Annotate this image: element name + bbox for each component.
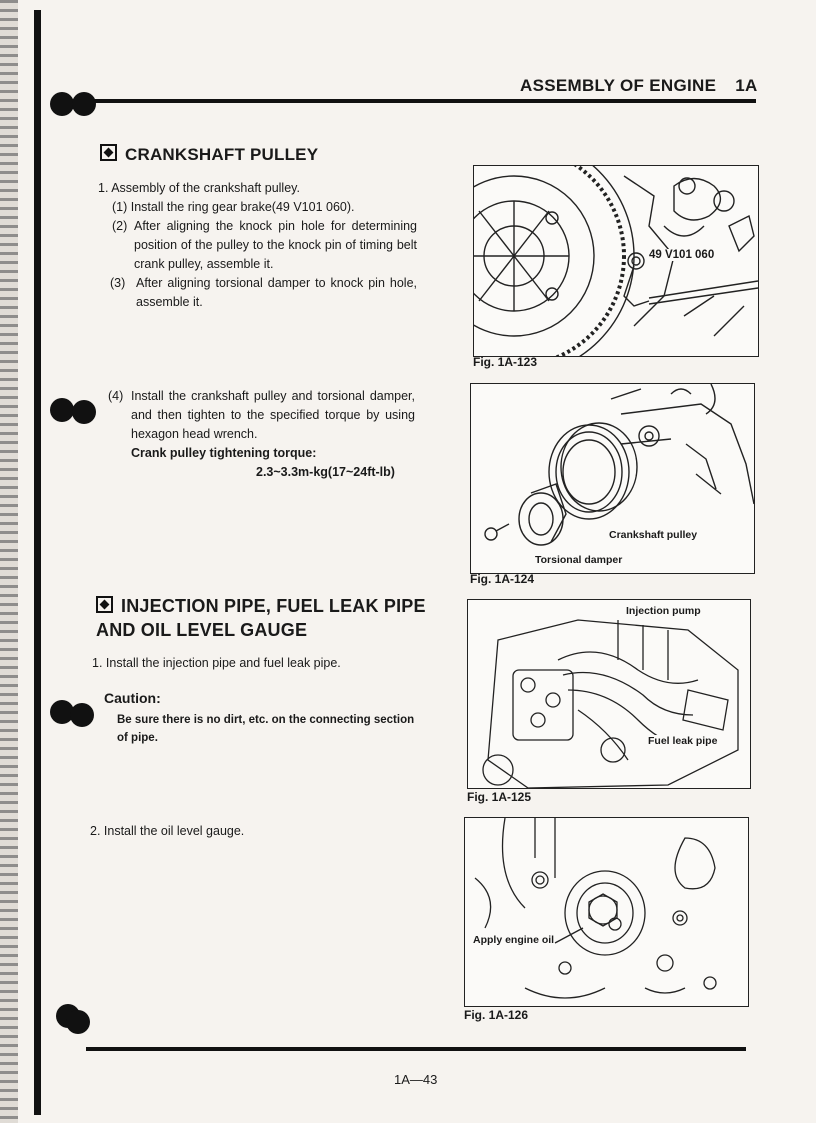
punch-hole (70, 703, 94, 727)
page-number: 1A—43 (394, 1072, 438, 1087)
substep-3-num: (3) (110, 276, 126, 290)
oil-level-gauge-illustration (465, 818, 748, 1006)
substep-2-num: (2) (112, 219, 128, 233)
substep-4-num: (4) (108, 389, 124, 403)
punch-hole (72, 400, 96, 424)
footer-rule (86, 1047, 746, 1051)
substep-4-text: Install the crankshaft pulley and torsional damper, and then tighten to the specified torque by using hexagon head wrench. (131, 389, 415, 441)
substep-3-text: After aligning torsional damper to knock pin hole, assemble it. (136, 276, 417, 309)
figure-caption-1a-126: Fig. 1A-126 (464, 1008, 529, 1022)
figure-1a-124 (470, 383, 755, 574)
binding-edge (0, 0, 18, 1123)
page-spine-bar (34, 10, 41, 1115)
section-bullet-icon (96, 596, 113, 613)
ring-gear-brake-illustration (474, 166, 758, 356)
punch-hole (50, 92, 74, 116)
tool-number-label: 49 V101 060 (649, 249, 715, 261)
torsional-damper-label: Torsional damper (535, 554, 623, 566)
caution-text: Be sure there is no dirt, etc. on the connecting section of pipe. (117, 714, 415, 744)
running-header (520, 76, 758, 96)
caution-title: Caution: (104, 690, 161, 706)
punch-hole (50, 398, 74, 422)
substep-1-text: (1) Install the ring gear brake(49 V101 060). (112, 200, 355, 214)
section-title-crankshaft-pulley: CRANKSHAFT PULLEY (100, 144, 318, 165)
figure-1a-125 (467, 599, 751, 789)
figure-caption-1a-123: Fig. 1A-123 (473, 355, 538, 369)
crankshaft-pulley-label: Crankshaft pulley (609, 529, 698, 541)
crankshaft-pulley-illustration (471, 384, 754, 573)
section-title-injection-pipe: INJECTION PIPE, FUEL LEAK PIPE AND OIL LEVEL GAUGE (96, 596, 426, 640)
figure-1a-126 (464, 817, 749, 1007)
punch-hole (66, 1010, 90, 1034)
figure-caption-1a-125: Fig. 1A-125 (467, 790, 532, 804)
figure-caption-1a-124: Fig. 1A-124 (470, 572, 535, 586)
step-install-oil-gauge: 2. Install the oil level gauge. (90, 824, 245, 838)
header-title: ASSEMBLY OF ENGINE (520, 76, 717, 95)
injection-pump-illustration (468, 600, 750, 788)
figure-1a-123 (473, 165, 759, 357)
section-bullet-icon (100, 144, 117, 161)
punch-hole (72, 92, 96, 116)
fuel-leak-pipe-label: Fuel leak pipe (648, 735, 718, 747)
torque-value: 2.3~3.3m-kg(17~24ft-lb) (256, 465, 395, 479)
torque-label: Crank pulley tightening torque: (131, 446, 317, 460)
substep-2-text: After aligning the knock pin hole for determining position of the pulley to the knock pin of timing belt crank pulley, assemble it. (134, 219, 417, 271)
step-1-text: 1. Assembly of the crankshaft pulley. (98, 181, 300, 195)
header-section: 1A (735, 76, 758, 95)
step-install-injection-pipe: 1. Install the injection pipe and fuel leak pipe. (92, 656, 341, 670)
injection-pump-label: Injection pump (626, 605, 701, 617)
header-rule (76, 99, 756, 103)
apply-engine-oil-label: Apply engine oil (473, 934, 555, 946)
